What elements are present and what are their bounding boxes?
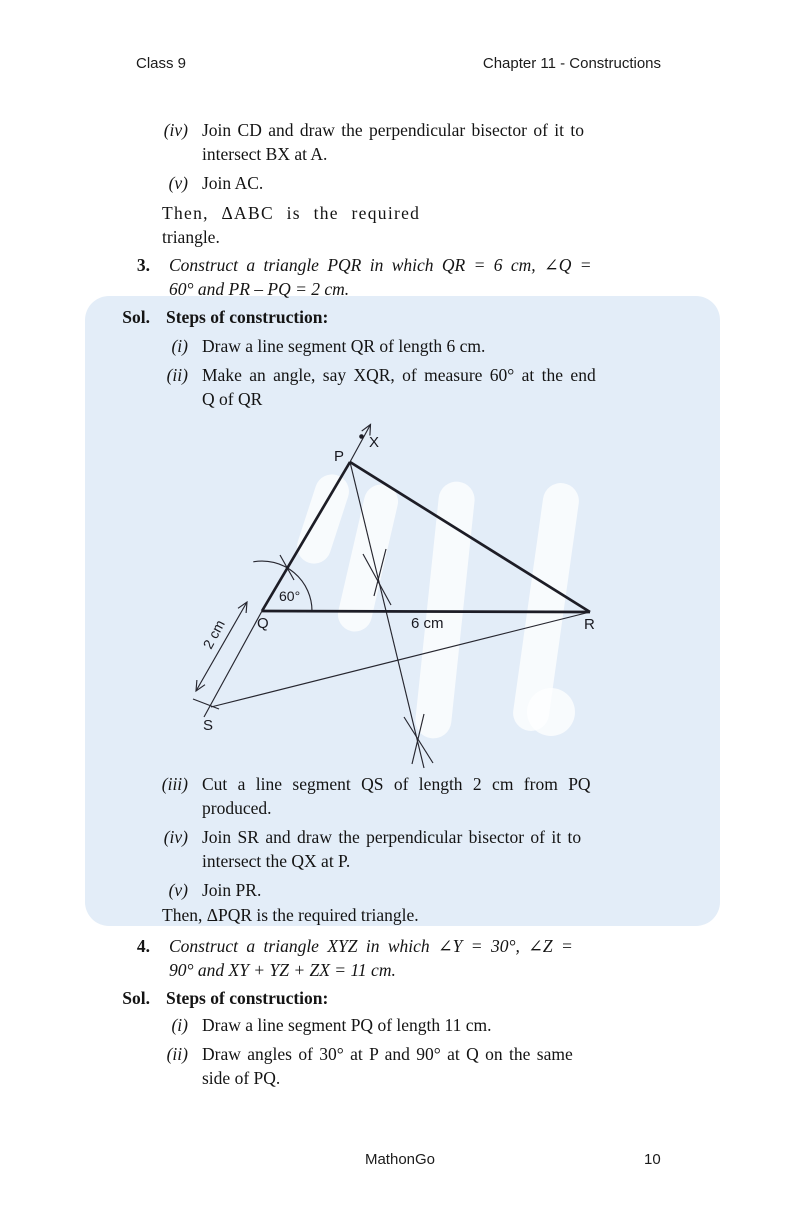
step-marker: (i) <box>171 1015 188 1035</box>
ray-qx-extension <box>350 425 371 463</box>
question-text-line: Construct a triangle PQR in which QR = 6 cm, ∠Q = <box>169 255 592 275</box>
construction-step <box>140 878 700 902</box>
step-text-line: Join SR and draw the perpendicular bisector of it to <box>202 827 582 847</box>
step-text-line: Join CD and draw the perpendicular bisector of it to <box>202 120 584 140</box>
question-text <box>150 934 694 982</box>
arc-cross-upper <box>363 554 391 605</box>
conclusion-line: Then, ΔPQR is the required triangle. <box>162 905 419 925</box>
step-text-line: intersect the QX at P. <box>202 851 351 871</box>
construction-step <box>140 363 700 411</box>
solution-4-steps <box>140 1013 700 1095</box>
step-text-line: Draw a line segment QR of length 6 cm. <box>202 336 486 356</box>
construction-step <box>140 334 700 358</box>
conclusion-line: Then, ΔABC is the required <box>162 203 421 223</box>
step-text <box>188 1042 692 1090</box>
vertex-label-s: S <box>203 717 214 734</box>
step-text <box>188 363 692 411</box>
construction-step <box>140 1042 700 1090</box>
step-marker: (ii) <box>166 1044 188 1064</box>
question-text-line: Construct a triangle XYZ in which ∠Y = 30°, ∠Z = <box>169 936 573 956</box>
question-4 <box>118 934 694 982</box>
construction-step <box>140 118 700 166</box>
step-marker: (iv) <box>163 120 188 140</box>
question-3 <box>118 253 694 301</box>
previous-solution-steps <box>140 118 700 200</box>
step-text-line: Join PR. <box>202 880 262 900</box>
construction-step <box>140 825 700 873</box>
vertex-label-p: P <box>334 448 345 465</box>
step-marker: (v) <box>168 173 188 193</box>
solution-3-conclusion <box>162 903 582 927</box>
solution-heading: Steps of construction: <box>166 307 329 327</box>
question-number: 3. <box>136 255 150 275</box>
step-text-line: Q of QR <box>202 389 263 409</box>
step-text-line: Make an angle, say XQR, of measure 60° at the end <box>202 365 596 385</box>
construction-step <box>140 772 700 820</box>
footer-page-number: 10 <box>644 1151 661 1168</box>
step-marker: (ii) <box>166 365 188 385</box>
vertex-label-q: Q <box>257 615 269 632</box>
question-text-line: 90° and XY + YZ + ZX = 11 cm. <box>169 960 396 980</box>
step-marker: (iv) <box>163 827 188 847</box>
arc-cross-lower <box>412 714 424 764</box>
step-text <box>188 772 692 820</box>
step-text <box>188 878 692 902</box>
solution-3-steps-before-figure <box>140 334 700 416</box>
arc-cross-lower <box>404 717 433 763</box>
vertex-label-x: X <box>369 434 380 451</box>
question-text <box>150 253 694 301</box>
step-text-line: Draw angles of 30° at P and 90° at Q on the same <box>202 1044 573 1064</box>
solution-3-heading-row <box>110 305 328 329</box>
tick-at-s <box>193 699 219 709</box>
length-label-2cm: 2 cm <box>199 617 228 652</box>
step-text <box>188 825 692 873</box>
header-class: Class 9 <box>136 55 187 72</box>
solution-3-steps-after-figure <box>140 772 700 907</box>
step-marker: (v) <box>168 880 188 900</box>
step-text <box>188 171 692 195</box>
solution-4-heading-row <box>110 986 328 1010</box>
construction-step <box>140 1013 700 1037</box>
step-marker: (i) <box>171 336 188 356</box>
step-text-line: Draw a line segment PQ of length 11 cm. <box>202 1015 492 1035</box>
step-text <box>188 118 692 166</box>
step-text-line: side of PQ. <box>202 1068 281 1088</box>
header-chapter: Chapter 11 - Constructions <box>482 55 661 72</box>
solution-label: Sol. <box>122 988 150 1008</box>
step-text-line: intersect BX at A. <box>202 144 328 164</box>
step-text <box>188 334 692 358</box>
solution-label: Sol. <box>122 307 150 327</box>
point-on-ray <box>359 434 364 439</box>
side-qr <box>262 611 590 612</box>
length-label-6cm: 6 cm <box>411 615 444 632</box>
step-text-line: Join AC. <box>202 173 264 193</box>
conclusion-line: triangle. <box>162 227 220 247</box>
step-marker: (iii) <box>161 774 188 794</box>
step-text-line: Cut a line segment QS of length 2 cm from PQ <box>202 774 591 794</box>
construction-figure <box>150 413 650 775</box>
vertex-label-r: R <box>584 616 595 633</box>
previous-solution-conclusion <box>162 201 522 249</box>
construction-step <box>140 171 700 195</box>
question-number: 4. <box>136 936 150 956</box>
solution-heading: Steps of construction: <box>166 988 329 1008</box>
footer-brand: MathonGo <box>364 1151 436 1168</box>
step-text-line: produced. <box>202 798 272 818</box>
arc-cross-upper <box>374 549 386 596</box>
question-text-line: 60° and PR – PQ = 2 cm. <box>169 279 350 299</box>
angle-label-60: 60° <box>279 588 301 604</box>
side-pq <box>262 462 350 611</box>
step-text <box>188 1013 692 1037</box>
side-pr <box>350 462 590 612</box>
